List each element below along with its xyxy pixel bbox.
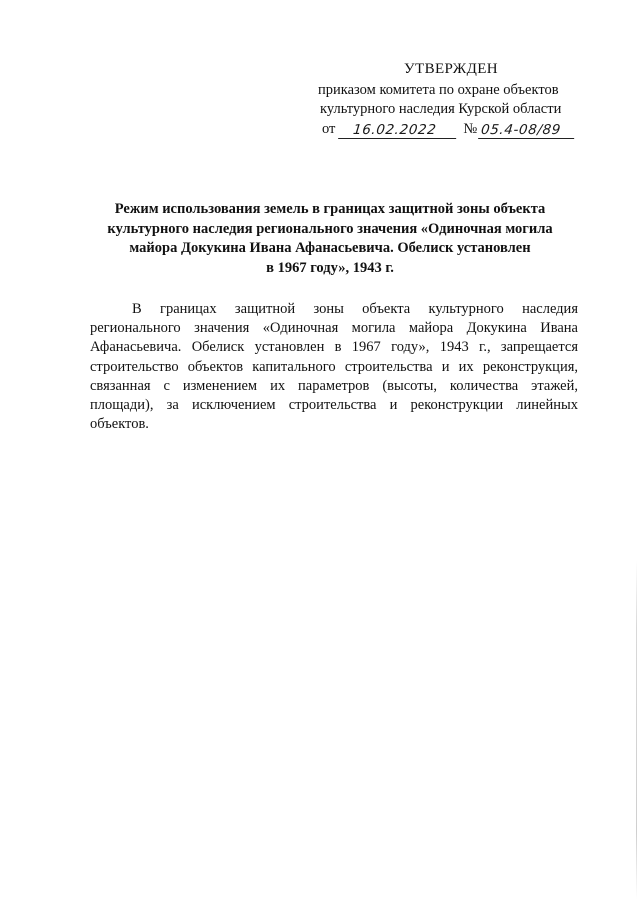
approval-heading: УТВЕРЖДЕН [404, 61, 499, 77]
body-line: Афанасьевича. Обелиск установлен в 1967 году», 1943 г., запрещается [90, 339, 578, 356]
body-line: объектов. [90, 416, 149, 433]
handwritten-date: 16.02.2022 [339, 122, 459, 139]
title-line: в 1967 году», 1943 г. [266, 259, 394, 276]
approval-line-2: культурного наследия Курской области [320, 101, 562, 117]
approval-line-1: приказом комитета по охране объектов [318, 82, 559, 98]
title-line: майора Докукина Ивана Афанасьевича. Обелиск установлен [129, 240, 531, 256]
body-line: строительство объектов капитального строительства и их реконструкция, [90, 358, 578, 375]
title-line: Режим использования земель в границах защитной зоны объекта [114, 201, 546, 217]
approval-stamp-block [318, 60, 618, 139]
document-title [90, 200, 570, 278]
body-line: площади), за исключением строительства и реконструкции линейных [90, 397, 578, 414]
body-paragraph [90, 300, 578, 434]
number-label: № [463, 121, 478, 137]
title-line: культурного наследия регионального значения «Одиночная могила [107, 220, 553, 237]
date-label: от [322, 121, 336, 137]
approval-date-number-line [322, 120, 618, 139]
handwritten-order-number: 05.4-08/89 [478, 122, 576, 139]
body-line: регионального значения «Одиночная могила майора Докукина Ивана [90, 320, 578, 337]
scan-edge-artifact [636, 560, 637, 900]
body-line: В границах защитной зоны объекта культурного наследия [132, 301, 578, 317]
body-line: связанная с изменением их параметров (высоты, количества этажей, [90, 377, 578, 394]
